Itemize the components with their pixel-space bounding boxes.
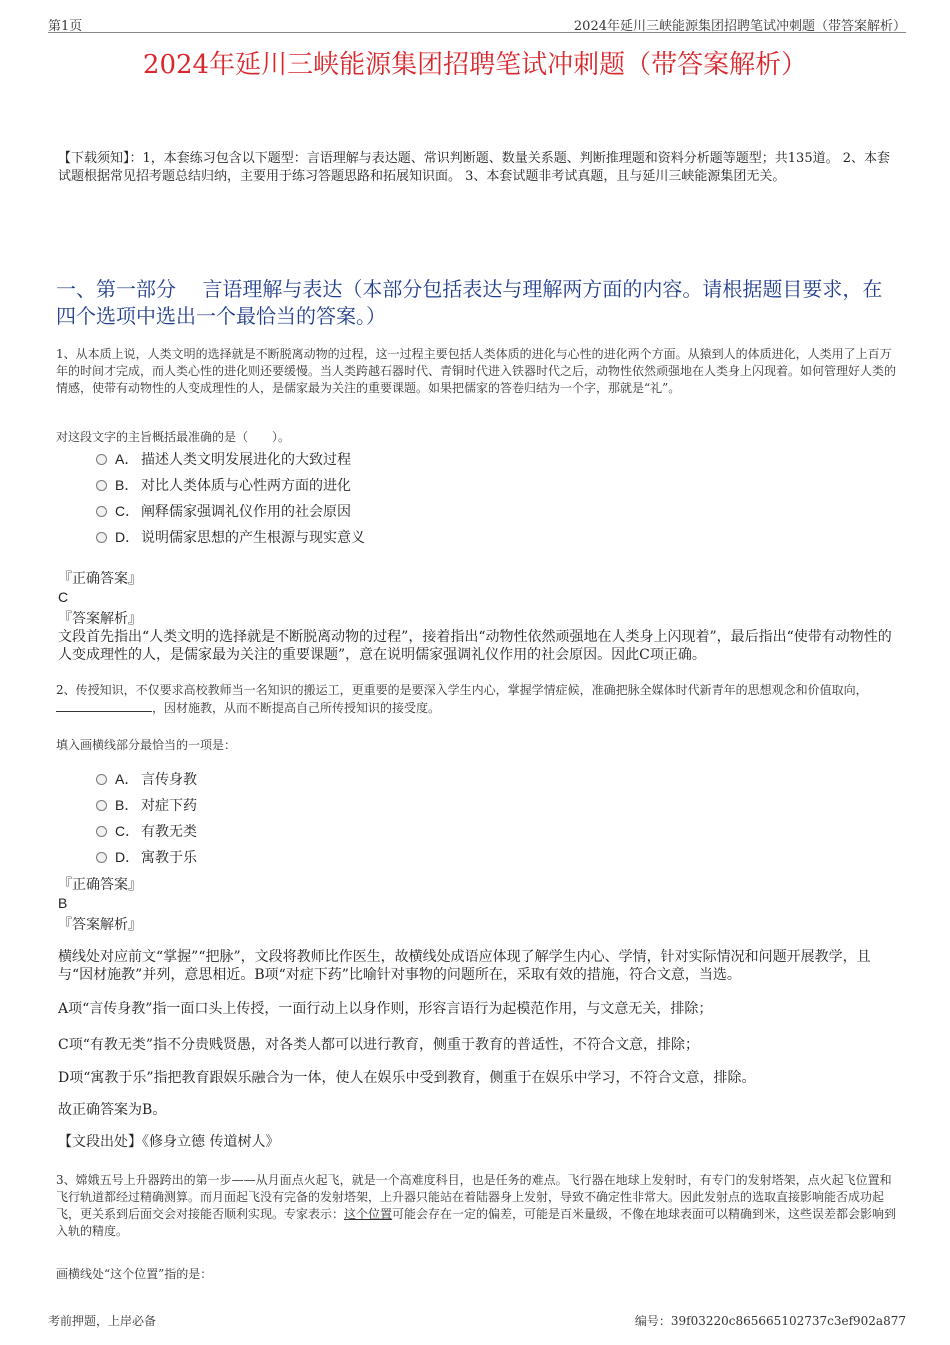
q2-option-b[interactable]: B． 对症下药 [96,792,197,818]
q1-option-d[interactable]: D． 说明儒家思想的产生根源与现实意义 [96,524,365,550]
q2-note-a: A项“言传身教”指一面口头上传授，一面行动上以身作则，形容言语行为起模范作用，与文意无关，排除； [58,1001,713,1017]
page-number: 第1页 [48,19,83,34]
q3-ask: 画横线处“这个位置”指的是： [56,1267,213,1281]
q1-answer: C [58,589,69,605]
radio-icon[interactable] [96,800,107,811]
q2-ask: 填入画横线部分最恰当的一项是： [56,738,237,752]
q1-analysis-label: 『答案解析』 [58,611,142,627]
header-doc-title: 2024年延川三峡能源集团招聘笔试冲刺题（带答案解析） [573,19,906,34]
download-notice: 【下载须知】：1，本套练习包含以下题型：言语理解与表达题、常识判断题、数量关系题、判断推理题和资料分析题等题型；共135道。 2、本套试题根据常见招考题总结归纳，主要用于练习答题思路和拓展知识面。 3、本套试题非考试真题，且与延川三峡能源集团无关。 [58,151,890,184]
radio-icon[interactable] [96,506,107,517]
fill-blank [56,699,152,712]
q2-option-a[interactable]: A． 言传身教 [96,766,197,792]
radio-icon[interactable] [96,480,107,491]
q1-option-c[interactable]: C． 阐释儒家强调礼仪作用的社会原因 [96,498,365,524]
radio-icon[interactable] [96,774,107,785]
radio-icon[interactable] [96,532,107,543]
q1-option-a[interactable]: A． 描述人类文明发展进化的大致过程 [96,446,365,472]
q2-analysis-label: 『答案解析』 [58,917,142,933]
q2-conclusion: 故正确答案为B。 [58,1102,167,1118]
q2-option-c[interactable]: C． 有教无类 [96,818,197,844]
q2-note-c: C项“有教无类”指不分贵贱贤愚，对各类人都可以进行教育，侧重于教育的普适性，不符合文意，排除； [58,1037,700,1053]
radio-icon[interactable] [96,826,107,837]
radio-icon[interactable] [96,454,107,465]
q2-stem: 2、传授知识，不仅要求高校教师当一名知识的搬运工，更重要的是要深入学生内心，掌握学情症候，准确把脉全媒体时代新青年的思想观念和价值取向，，因材施教，从而不断提高自己所传授知识的接受度。 [56,683,868,715]
q1-stem: 1、从本质上说，人类文明的选择就是不断脱离动物的过程，这一过程主要包括人类体质的进化与心性的进化两个方面。从猿到人的体质进化，人类用了上百万年的时间才完成，而人类心性的进化则还要缓慢。当人类跨越石器时代、青铜时代进入铁器时代之后，动物性依然顽强地在人类身上闪现着。如何管理好人类的情感，使带有动物性的人变成理性的人，是儒家最为关注的重要课题。如果把儒家的答卷归结为一个字，那就是“礼”。 [56,347,897,395]
q1-analysis: 文段首先指出“人类文明的选择就是不断脱离动物的过程”，接着指出“动物性依然顽强地在人类身上闪现着”，最后指出“使带有动物性的人变成理性的人，是儒家最为关注的重要课题”，意在说明儒家强调礼仪作用的社会原因。因此C项正确。 [58,629,892,663]
q2-options [96,766,197,870]
document-title: 2024年延川三峡能源集团招聘笔试冲刺题（带答案解析） [142,50,808,80]
q1-options [96,446,365,550]
footer-slogan: 考前押题，上岸必备 [48,1314,157,1328]
q2-option-d[interactable]: D． 寓教于乐 [96,844,197,870]
footer-serial: 编号：39f03220c865665102737c3ef902a877 [634,1314,906,1328]
q1-ask: 对这段文字的主旨概括最准确的是（ ）。 [56,430,291,444]
radio-icon[interactable] [96,852,107,863]
q3-stem: 3、嫦娥五号上升器跨出的第一步——从月面点火起飞，就是一个高难度科目，也是任务的难点。飞行器在地球上发射时，有专门的发射塔架，点火起飞位置和飞行轨道都经过精确测算。而月面起飞没有完备的发射塔架，上升器只能站在着陆器身上发射，导致不确定性非常大。因此发射点的选取直接影响能否成功起飞，更关系到后面交会对接能否顺利实现。专家表示：这个位置可能会存在一定的偏差，可能是百米量级，不像在地球表面可以精确到米，这些误差都会影响到入轨的精度。 [56,1173,897,1238]
underlined-phrase: 这个位置 [344,1207,393,1221]
q2-analysis: 横线处对应前文“掌握”“把脉”，文段将教师比作医生，故横线处成语应体现了解学生内心、学情，针对实际情况和问题开展教学，且与“因材施教”并列，意思相近。B项“对症下药”比喻针对事物的问题所在，采取有效的措施，符合文意，当选。 [58,949,871,983]
q1-answer-label: 『正确答案』 [58,571,142,587]
section-title: 一、第一部分 言语理解与表达（本部分包括表达与理解两方面的内容。请根据题目要求，在四个选项中选出一个最恰当的答案。） [56,277,883,328]
q2-answer-label: 『正确答案』 [58,877,142,893]
q2-answer: B [58,895,68,911]
q2-source: 【文段出处】《修身立德 传道树人》 [58,1134,280,1150]
page-header [48,12,906,33]
q1-option-b[interactable]: B． 对比人类体质与心性两方面的进化 [96,472,365,498]
q2-note-d: D项“寓教于乐”指把教育跟娱乐融合为一体，使人在娱乐中受到教育，侧重于在娱乐中学习，不符合文意，排除。 [58,1070,756,1086]
